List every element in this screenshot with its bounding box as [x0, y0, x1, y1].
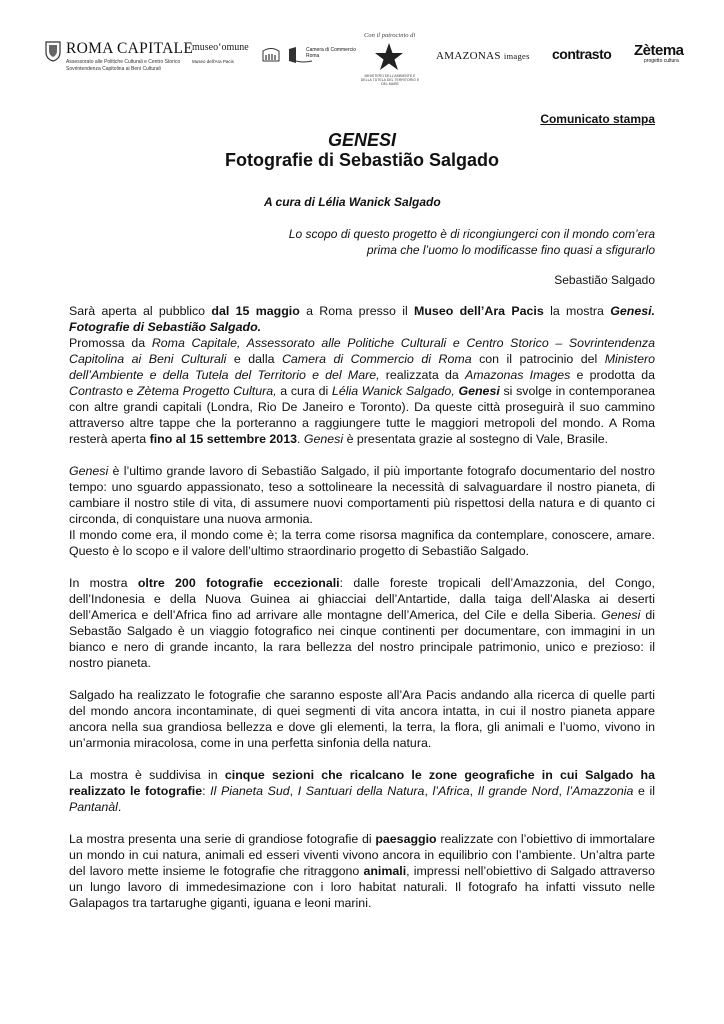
roma-capitale-logo: ROMA CAPITALE — [66, 40, 194, 57]
camera-commercio-logo — [306, 47, 356, 59]
colosseum-icon — [262, 46, 280, 62]
text-run: l’Amazzonia — [566, 784, 634, 798]
text-run: a cura di — [276, 384, 332, 398]
body-paragraph — [69, 575, 655, 671]
text-run: In mostra — [69, 576, 138, 590]
text-run: Salgado ha realizzato le fotografie che saranno esposte all’Ara Pacis andando alla ricerca di quelle parti del mondo ancora incontaminate, di quei segmenti di vita ancora intatta, in cui il nostro pianeta appare ancora nella sua grandiosa bellezza e dove gli elementi, la terra, la flora, gli animali e l’uomo, vivono in un’armonia miracolosa, come in una perfetta sinfonia della natura. — [69, 688, 655, 750]
epigraph-author: Sebastião Salgado — [554, 273, 655, 287]
text-run: , impressi nell’obiettivo di Salgado attraverso un lungo lavoro di immedesimazione con i loro habitat naturali. Il fotografo ha infatti vissuto nelle Galapagos tra tartarughe giganti, iguana e leoni marini. — [69, 864, 655, 910]
text-run: di Sebastão Salgado è un viaggio fotografico nei cinque continenti per documentare, con immagini in un bianco e nero di grande incanto, la rara bellezza del nostro principale patrimonio, unico e prezioso: il nostro pianeta. — [69, 608, 656, 670]
roma-capitale-subtitle-2: Sovrintendenza Capitolina ai Beni Culturali — [66, 66, 161, 72]
text-run: Genesi. Fotografie di Sebastião Salgado. — [69, 304, 655, 334]
text-run: oltre 200 fotografie eccezionali — [137, 576, 340, 590]
text-run: Pantanàl — [69, 800, 118, 814]
text-run: : — [202, 784, 211, 798]
text-run: . — [117, 800, 122, 814]
roma-capitale-subtitle-1: Assessorato alle Politiche Culturali e Centro Storico — [66, 59, 181, 65]
text-run: dal 15 maggio — [211, 304, 300, 318]
amazonas-logo-suffix: images — [503, 51, 530, 61]
text-run: l’Africa — [432, 784, 470, 798]
museo-comune-logo — [192, 42, 249, 64]
zetema-logo-subtitle: progetto cultura — [644, 58, 679, 64]
text-run: Genesi — [601, 608, 641, 622]
document-title: GENESI — [327, 130, 397, 150]
text-run: Promossa da — [69, 336, 152, 350]
text-run: Genesi — [458, 384, 500, 398]
museo-logo-subtitle: Museo dell'Ara Pacis — [192, 59, 234, 64]
body-paragraph — [69, 463, 655, 559]
body-paragraph — [69, 687, 655, 751]
body-text — [69, 303, 655, 927]
text-run: con il patrocinio del — [471, 352, 605, 366]
text-run: Amazonas Images — [464, 368, 571, 382]
text-run: e dalla — [226, 352, 282, 366]
body-paragraph — [69, 767, 655, 815]
contrasto-logo: contrasto — [552, 46, 612, 62]
camera-commercio-line-2: Roma — [306, 53, 320, 59]
document-label: Comunicato stampa — [540, 112, 655, 126]
text-run: animali — [363, 864, 407, 878]
body-paragraph — [69, 303, 655, 447]
text-run: Sarà aperta al pubblico — [69, 304, 212, 318]
text-run: realizzata da — [379, 368, 465, 382]
text-run: realizzate con l’obiettivo di immortalare un mondo in cui natura, animali ed esseri viventi vivono ancora in equilibrio con l’ambiente. Un’altra parte del lavoro mette insieme le fotografie che ritraggono — [69, 832, 655, 878]
roma-capitale-crest-icon — [44, 40, 62, 62]
text-run: Contrasto — [69, 384, 123, 398]
text-run: e prodotta da — [570, 368, 656, 382]
museo-logo-text: museo‘omune — [192, 42, 249, 53]
text-run: Museo dell’Ara Pacis — [414, 304, 544, 318]
text-run: La mostra presenta una serie di grandiose fotografie di — [69, 832, 376, 846]
text-run: e — [122, 384, 137, 398]
epigraph-quote — [289, 226, 655, 258]
text-run: Genesi — [69, 464, 109, 478]
text-run: : dalle foreste tropicali dell’Amazzonia, del Congo, dell’Indonesia e della Nuova Guinea ai ghiacciai dell’Antartide, dalla taiga dell’Alaska ai deserti dell’America e dell’Africa fino ad arrivare alle montagne dell’America, del Cile e della Siberia. — [69, 576, 656, 622]
header-logos — [44, 28, 684, 88]
epigraph-line-1: Lo scopo di questo progetto è di ricongiungerci con il mondo com’era — [288, 227, 655, 241]
patrocinio-label: Con il patrocinio di — [364, 32, 416, 39]
epigraph-line-2: prima che l’uomo lo modificasse fino quasi a sfigurarlo — [366, 243, 655, 257]
text-run: fino al 15 settembre 2013 — [149, 432, 297, 446]
amazonas-logo-name: AMAZONAS — [436, 50, 501, 62]
text-run: Genesi — [303, 432, 344, 446]
document-subtitle: Fotografie di Sebastião Salgado — [224, 150, 500, 170]
text-run: è l’ultimo grande lavoro di Sebastião Salgado, il più importante fotografo documentario del nostro tempo: uno sguardo appassionato, teso a sottolineare la necessità di salvaguardare il nostro pianeta, di cambiare il nostro stile di vita, di assumere nuovi comportamenti più rispettosi della natura e di quanto ci circonda, di conquistare una nuova armonia. — [69, 464, 655, 526]
text-run: , — [469, 784, 478, 798]
text-run: . — [296, 432, 304, 446]
text-run: Il grande Nord — [477, 784, 559, 798]
text-run: , — [289, 784, 298, 798]
text-run: è presentata grazie al sostegno di Vale, Brasile. — [343, 432, 609, 446]
text-run: Il Pianeta Sud — [210, 784, 290, 798]
text-run: La mostra è suddivisa in — [69, 768, 225, 782]
text-run: e il — [633, 784, 655, 798]
camera-commercio-line-1: Camera di Commercio — [306, 47, 357, 53]
text-run: I Santuari della Natura — [297, 784, 425, 798]
text-run: Ministero dell’Ambiente e della Tutela del Territorio e del Mare, — [69, 352, 655, 382]
amazonas-images-logo — [436, 50, 530, 62]
text-run: Lélia Wanick Salgado, — [331, 384, 455, 398]
curator-line: A cura di Lélia Wanick Salgado — [264, 195, 441, 209]
zetema-logo: Zètema — [634, 42, 684, 59]
text-run: , — [424, 784, 433, 798]
text-run: Il mondo come era, il mondo come è; la terra come risorsa magnifica da contemplare, conoscere, amare. Questo è lo scopo e il valore dell’ultimo straordinario progetto di Sebastião Salgado. — [69, 528, 655, 558]
text-run: , — [558, 784, 567, 798]
ministero-star-icon — [374, 42, 404, 72]
text-run: a Roma presso il — [299, 304, 415, 318]
ministero-logo-text: MINISTERO DELL'AMBIENTE E DELLA TUTELA DEL TERRITORIO E DEL MARE — [360, 74, 420, 86]
text-run: Zètema Progetto Cultura, — [136, 384, 277, 398]
text-run: si svolge in contemporanea con altre grandi capitali (Londra, Rio De Janeiro e Toronto). Da queste città proseguirà il suo cammino attraverso altre tappe che la porteranno a raggiungere tutte le maggiori metropoli del mondo. A Roma resterà aperta — [69, 384, 655, 446]
text-run: paesaggio — [375, 832, 437, 846]
text-run: cinque sezioni che ricalcano le zone geografiche in cui Salgado ha realizzato le fotografie — [69, 768, 655, 798]
text-run: la mostra — [543, 304, 611, 318]
text-run: Roma Capitale, Assessorato alle Politiche Culturali e Centro Storico – Sovrintendenza Capitolina ai Beni Culturali — [69, 336, 655, 366]
text-run: Camera di Commercio di Roma — [281, 352, 472, 366]
body-paragraph — [69, 831, 655, 911]
